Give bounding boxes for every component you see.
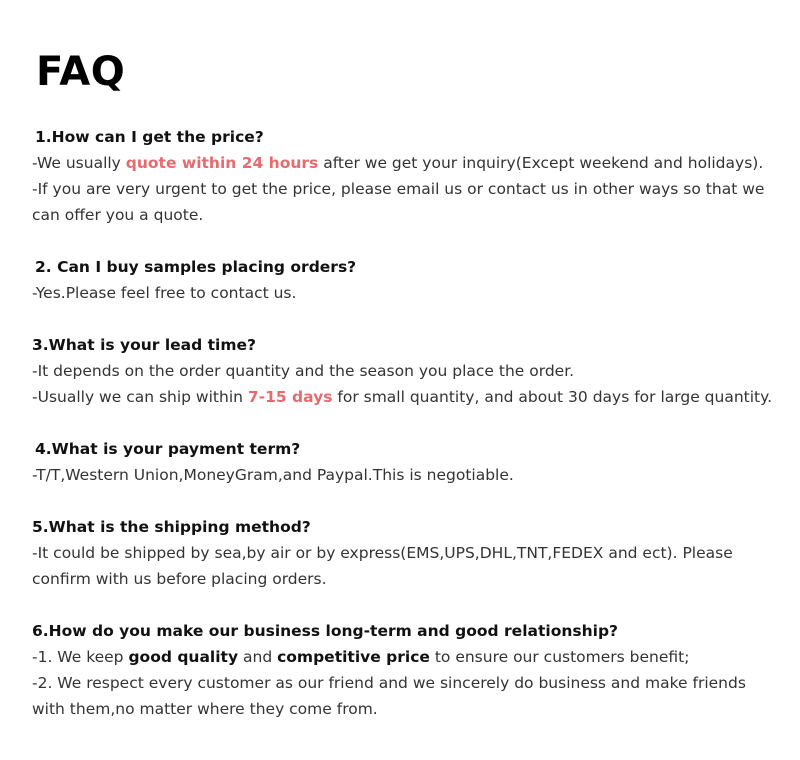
faq-item-relationship bbox=[32, 618, 772, 722]
page-title: FAQ bbox=[36, 49, 126, 95]
answer-text: -Usually we can ship within bbox=[32, 388, 248, 406]
faq-answer-line: -2. We respect every customer as our friend and we sincerely do business and make friends with them,no matter where they come from. bbox=[32, 674, 746, 718]
faq-answer-line bbox=[32, 150, 772, 176]
faq-question: 2. Can I buy samples placing orders? bbox=[35, 258, 357, 276]
faq-item-price bbox=[32, 124, 772, 228]
faq-question: 6.How do you make our business long-term and good relationship? bbox=[32, 622, 619, 640]
faq-item-payment bbox=[32, 436, 772, 488]
faq-answer-line bbox=[32, 384, 772, 410]
answer-text: after we get your inquiry(Except weekend and holidays). bbox=[318, 154, 764, 172]
faq-item-lead-time bbox=[32, 332, 772, 410]
faq-question: 3.What is your lead time? bbox=[32, 336, 256, 354]
bold-text: competitive price bbox=[277, 648, 430, 666]
bold-text: good quality bbox=[128, 648, 239, 666]
faq-answer-line: -If you are very urgent to get the price, please email us or contact us in other ways so that we can offer you a quote. bbox=[32, 180, 765, 224]
faq-answer-line: -Yes.Please feel free to contact us. bbox=[32, 284, 297, 302]
faq-item-samples bbox=[32, 254, 772, 306]
faq-answer-line: -T/T,Western Union,MoneyGram,and Paypal.This is negotiable. bbox=[32, 466, 514, 484]
highlight-text: 7-15 days bbox=[247, 388, 333, 406]
faq-answer-line: -It could be shipped by sea,by air or by express(EMS,UPS,DHL,TNT,FEDEX and ect). Please confirm with us before placing orders. bbox=[32, 544, 733, 588]
faq-question: 1.How can I get the price? bbox=[35, 128, 264, 146]
answer-text: -We usually bbox=[32, 154, 126, 172]
faq-answer-line bbox=[32, 644, 772, 670]
faq-list bbox=[32, 124, 772, 748]
faq-question: 4.What is your payment term? bbox=[35, 440, 301, 458]
answer-text: -1. We keep bbox=[32, 648, 129, 666]
answer-text: and bbox=[238, 648, 278, 666]
faq-item-shipping bbox=[32, 514, 772, 592]
faq-answer-line: -It depends on the order quantity and the season you place the order. bbox=[32, 362, 575, 380]
highlight-text: quote within 24 hours bbox=[125, 154, 319, 172]
faq-question: 5.What is the shipping method? bbox=[32, 518, 311, 536]
answer-text: for small quantity, and about 30 days for large quantity. bbox=[332, 388, 773, 406]
answer-text: to ensure our customers benefit; bbox=[429, 648, 690, 666]
